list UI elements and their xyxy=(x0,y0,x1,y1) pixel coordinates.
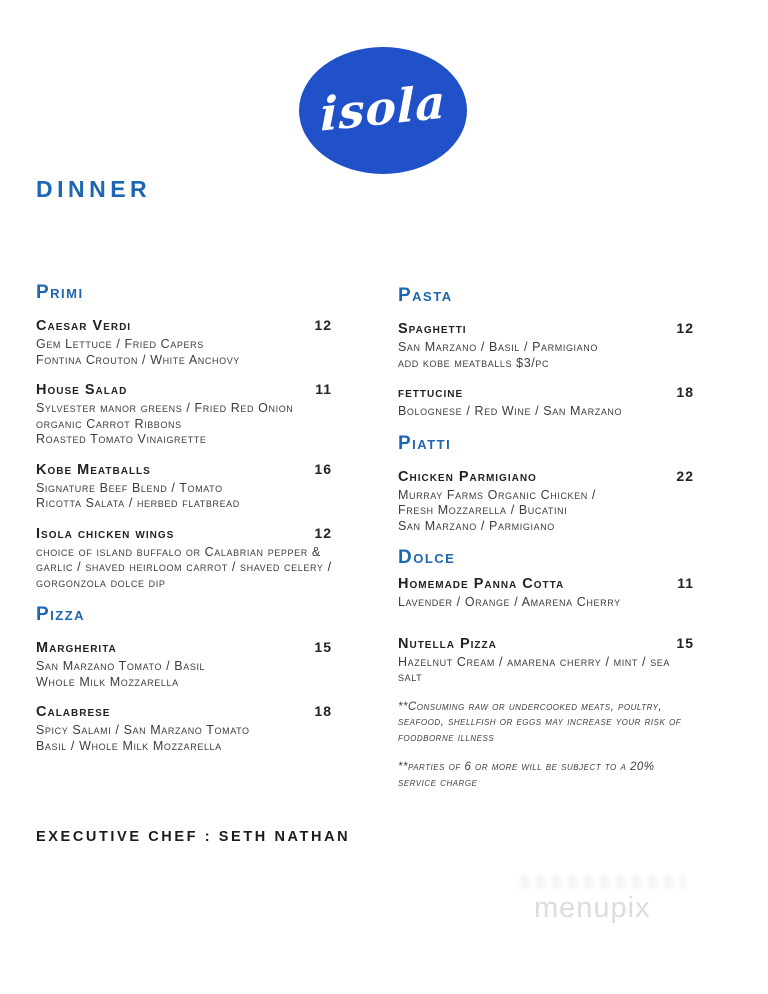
item-price: 16 xyxy=(314,460,332,477)
item-description xyxy=(398,488,694,535)
item-head xyxy=(36,317,332,334)
item-title: fettucine xyxy=(398,385,464,401)
item-price: 12 xyxy=(676,320,694,336)
item-description xyxy=(398,595,694,611)
item-head xyxy=(36,703,332,720)
item-description xyxy=(36,545,332,592)
item-title: Kobe Meatballs xyxy=(36,461,151,478)
item-head xyxy=(398,635,694,652)
item-description xyxy=(36,481,332,512)
item-head xyxy=(398,468,694,485)
item-title: Isola chicken wings xyxy=(36,525,175,542)
description-line: San Marzano Tomato / Basil xyxy=(36,659,206,673)
description-line: Fresh Mozzarella / Bucatini xyxy=(398,503,568,517)
menu-item-isola-chicken-wings xyxy=(36,525,332,592)
item-head xyxy=(36,461,332,478)
logo-text: isola xyxy=(320,73,446,142)
item-title: Margherita xyxy=(36,640,117,656)
description-line: Spicy Salami / San Marzano Tomato xyxy=(36,723,250,737)
menu-item-nutella-pizza xyxy=(398,635,694,686)
item-description xyxy=(398,404,694,420)
section-primi xyxy=(36,282,332,591)
section-heading-primi: Primi xyxy=(36,282,84,303)
description-line: Sylvester manor greens / Fried Red Onion xyxy=(36,401,294,415)
item-description xyxy=(398,340,694,371)
item-price: 18 xyxy=(314,703,332,719)
description-line: Gem Lettuce / Fried Capers xyxy=(36,337,204,351)
description-line: Hazelnut Cream / amarena cherry / mint / sea salt xyxy=(398,654,671,684)
item-description xyxy=(36,659,332,690)
item-description xyxy=(398,655,694,686)
section-pasta xyxy=(398,285,694,420)
section-heading-dolce: Dolce xyxy=(398,547,456,568)
description-line: Lavender / Orange / Amarena Cherry xyxy=(398,595,621,609)
description-line: Bolognese / Red Wine / San Marzano xyxy=(398,404,623,418)
section-piatti xyxy=(398,433,694,535)
description-line: Basil / Whole Milk Mozzarella xyxy=(36,738,222,753)
description-line: Murray Farms Organic Chicken / xyxy=(398,487,597,502)
item-head xyxy=(398,384,694,401)
faint-watermark-artifact xyxy=(520,875,685,889)
section-heading-piatti: Piatti xyxy=(398,432,452,454)
description-line: add kobe meatballs $3/pc xyxy=(398,355,550,370)
description-line: Fontina Crouton / White Anchovy xyxy=(36,352,240,367)
item-title: Spaghetti xyxy=(398,321,467,337)
item-price: 12 xyxy=(314,524,332,541)
section-heading-pizza: Pizza xyxy=(36,604,86,625)
description-line: gorgonzola dolce dip xyxy=(36,575,166,590)
item-title: Homemade Panna Cotta xyxy=(398,576,565,592)
logo-oval xyxy=(299,47,467,174)
description-line: San Marzano / Parmigiano xyxy=(398,518,555,533)
item-head xyxy=(36,525,332,542)
item-head xyxy=(398,575,694,592)
item-title: Nutella Pizza xyxy=(398,635,497,652)
menu-item-spaghetti xyxy=(398,320,694,371)
item-head xyxy=(36,381,332,398)
menu-item-house-salad xyxy=(36,381,332,448)
menu-item-homemade-panna-cotta xyxy=(398,575,694,611)
section-heading-pasta: Pasta xyxy=(398,285,453,306)
menu-item-chicken-parmigiano xyxy=(398,468,694,535)
description-line: Whole Milk Mozzarella xyxy=(36,674,179,689)
item-price: 18 xyxy=(676,384,694,400)
item-description xyxy=(36,337,332,368)
item-price: 12 xyxy=(314,317,332,333)
item-title: Calabrese xyxy=(36,704,111,720)
menu-item-margherita xyxy=(36,639,332,690)
description-line: Ricotta Salata / herbed flatbread xyxy=(36,496,240,510)
description-line: choice of island buffalo or Calabrian pepper & xyxy=(36,544,321,559)
item-price: 11 xyxy=(677,575,694,591)
menupix-watermark: menupix xyxy=(534,892,651,924)
item-head xyxy=(36,639,332,656)
executive-chef-line: EXECUTIVE CHEF : SETH NATHAN xyxy=(36,829,351,845)
left-column xyxy=(36,280,332,767)
menu-item-kobe-meatballs xyxy=(36,461,332,512)
description-line: Signature Beef Blend / Tomato xyxy=(36,480,223,495)
item-head xyxy=(398,320,694,337)
item-price: 15 xyxy=(676,634,694,651)
isola-logo xyxy=(299,47,467,174)
item-title: House Salad xyxy=(36,382,128,398)
item-price: 22 xyxy=(676,467,694,484)
description-line: garlic / shaved heirloom carrot / shaved celery / xyxy=(36,560,332,574)
section-pizza xyxy=(36,604,332,754)
item-price: 15 xyxy=(314,639,332,655)
description-line: San Marzano / Basil / Parmigiano xyxy=(398,340,598,354)
item-description xyxy=(36,401,332,448)
item-description xyxy=(36,723,332,754)
menu-item-fettucine xyxy=(398,384,694,420)
item-price: 11 xyxy=(315,381,332,397)
section-dolce xyxy=(398,547,694,686)
item-title: Chicken Parmigiano xyxy=(398,468,537,485)
page-title: DINNER xyxy=(36,176,152,202)
menu-item-calabrese xyxy=(36,703,332,754)
item-title: Caesar Verdi xyxy=(36,318,132,334)
disclaimer-raw-foods: **Consuming raw or undercooked meats, poultry, seafood, shellfish or eggs may increase your risk of foodborne illness xyxy=(398,700,682,744)
menu-item-caesar-verdi xyxy=(36,317,332,368)
right-column xyxy=(398,283,694,791)
description-line: Roasted Tomato Vinaigrette xyxy=(36,432,207,446)
description-line: organic Carrot Ribbons xyxy=(36,416,182,431)
disclaimer-service-charge: **parties of 6 or more will be subject to a 20% service charge xyxy=(398,761,655,789)
